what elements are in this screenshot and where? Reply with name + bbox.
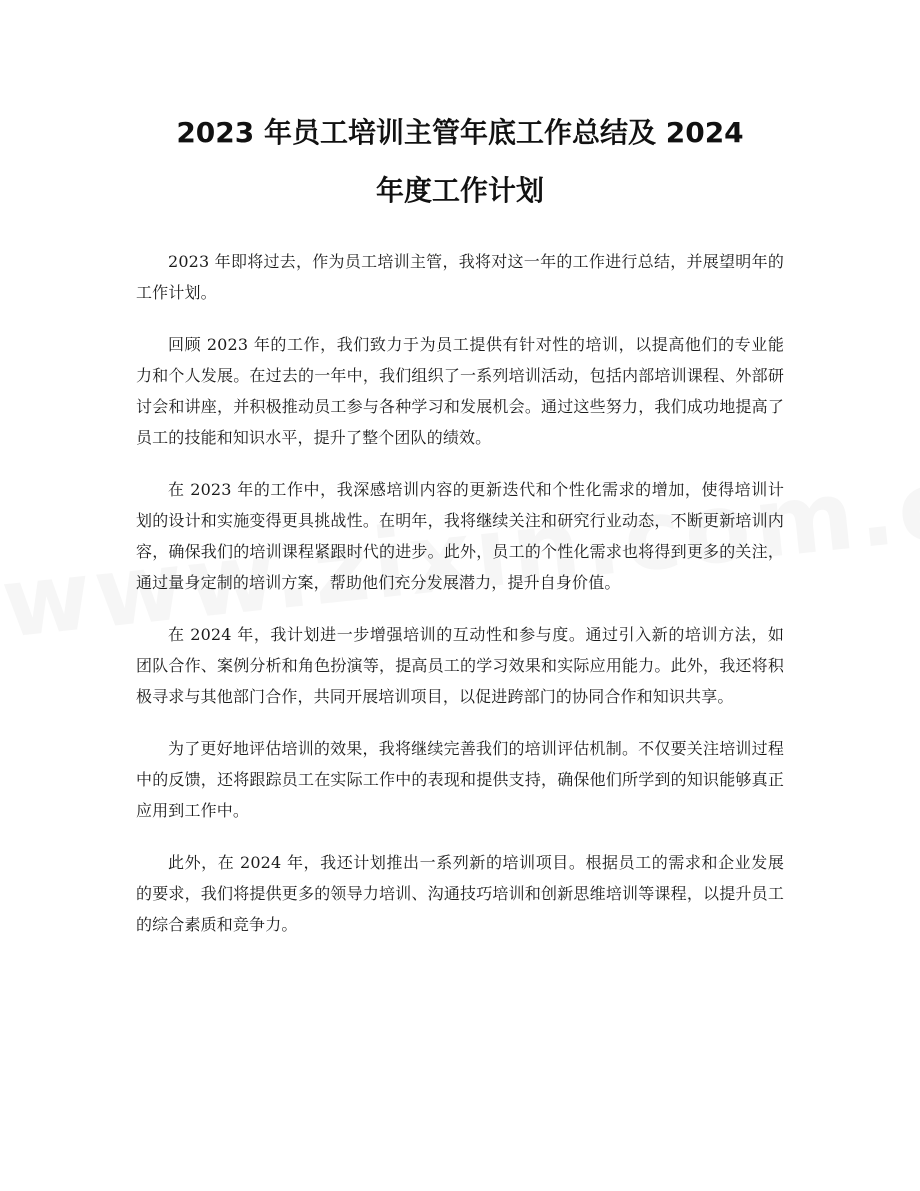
title-line-1: 2023 年员工培训主管年底工作总结及 2024 xyxy=(176,116,744,149)
paragraph-6: 此外，在 2024 年，我还计划推出一系列新的培训项目。根据员工的需求和企业发展的要求，我们将提供更多的领导力培训、沟通技巧培训和创新思维培训等课程，以提升员工的综合素质和竞争力。 xyxy=(136,853,784,934)
paragraph-1: 2023 年即将过去，作为员工培训主管，我将对这一年的工作进行总结，并展望明年的工作计划。 xyxy=(136,252,784,302)
document-body xyxy=(136,246,784,940)
document-title xyxy=(136,104,784,220)
paragraph-4: 在 2024 年，我计划进一步增强培训的互动性和参与度。通过引入新的培训方法，如团队合作、案例分析和角色扮演等，提高员工的学习效果和实际应用能力。此外，我还将积极寻求与其他部门合作，共同开展培训项目，以促进跨部门的协同合作和知识共享。 xyxy=(136,625,784,706)
paragraph-3: 在 2023 年的工作中，我深感培训内容的更新迭代和个性化需求的增加，使得培训计划的设计和实施变得更具挑战性。在明年，我将继续关注和研究行业动态，不断更新培训内容，确保我们的培训课程紧跟时代的进步。此外，员工的个性化需求也将得到更多的关注，通过量身定制的培训方案，帮助他们充分发展潜力，提升自身价值。 xyxy=(136,480,784,592)
paragraph-5: 为了更好地评估培训的效果，我将继续完善我们的培训评估机制。不仅要关注培训过程中的反馈，还将跟踪员工在实际工作中的表现和提供支持，确保他们所学到的知识能够真正应用到工作中。 xyxy=(136,739,784,820)
title-line-2: 年度工作计划 xyxy=(375,174,544,207)
paragraph-2: 回顾 2023 年的工作，我们致力于为员工提供有针对性的培训，以提高他们的专业能力和个人发展。在过去的一年中，我们组织了一系列培训活动，包括内部培训课程、外部研讨会和讲座，并积极推动员工参与各种学习和发展机会。通过这些努力，我们成功地提高了员工的技能和知识水平，提升了整个团队的绩效。 xyxy=(136,335,784,447)
